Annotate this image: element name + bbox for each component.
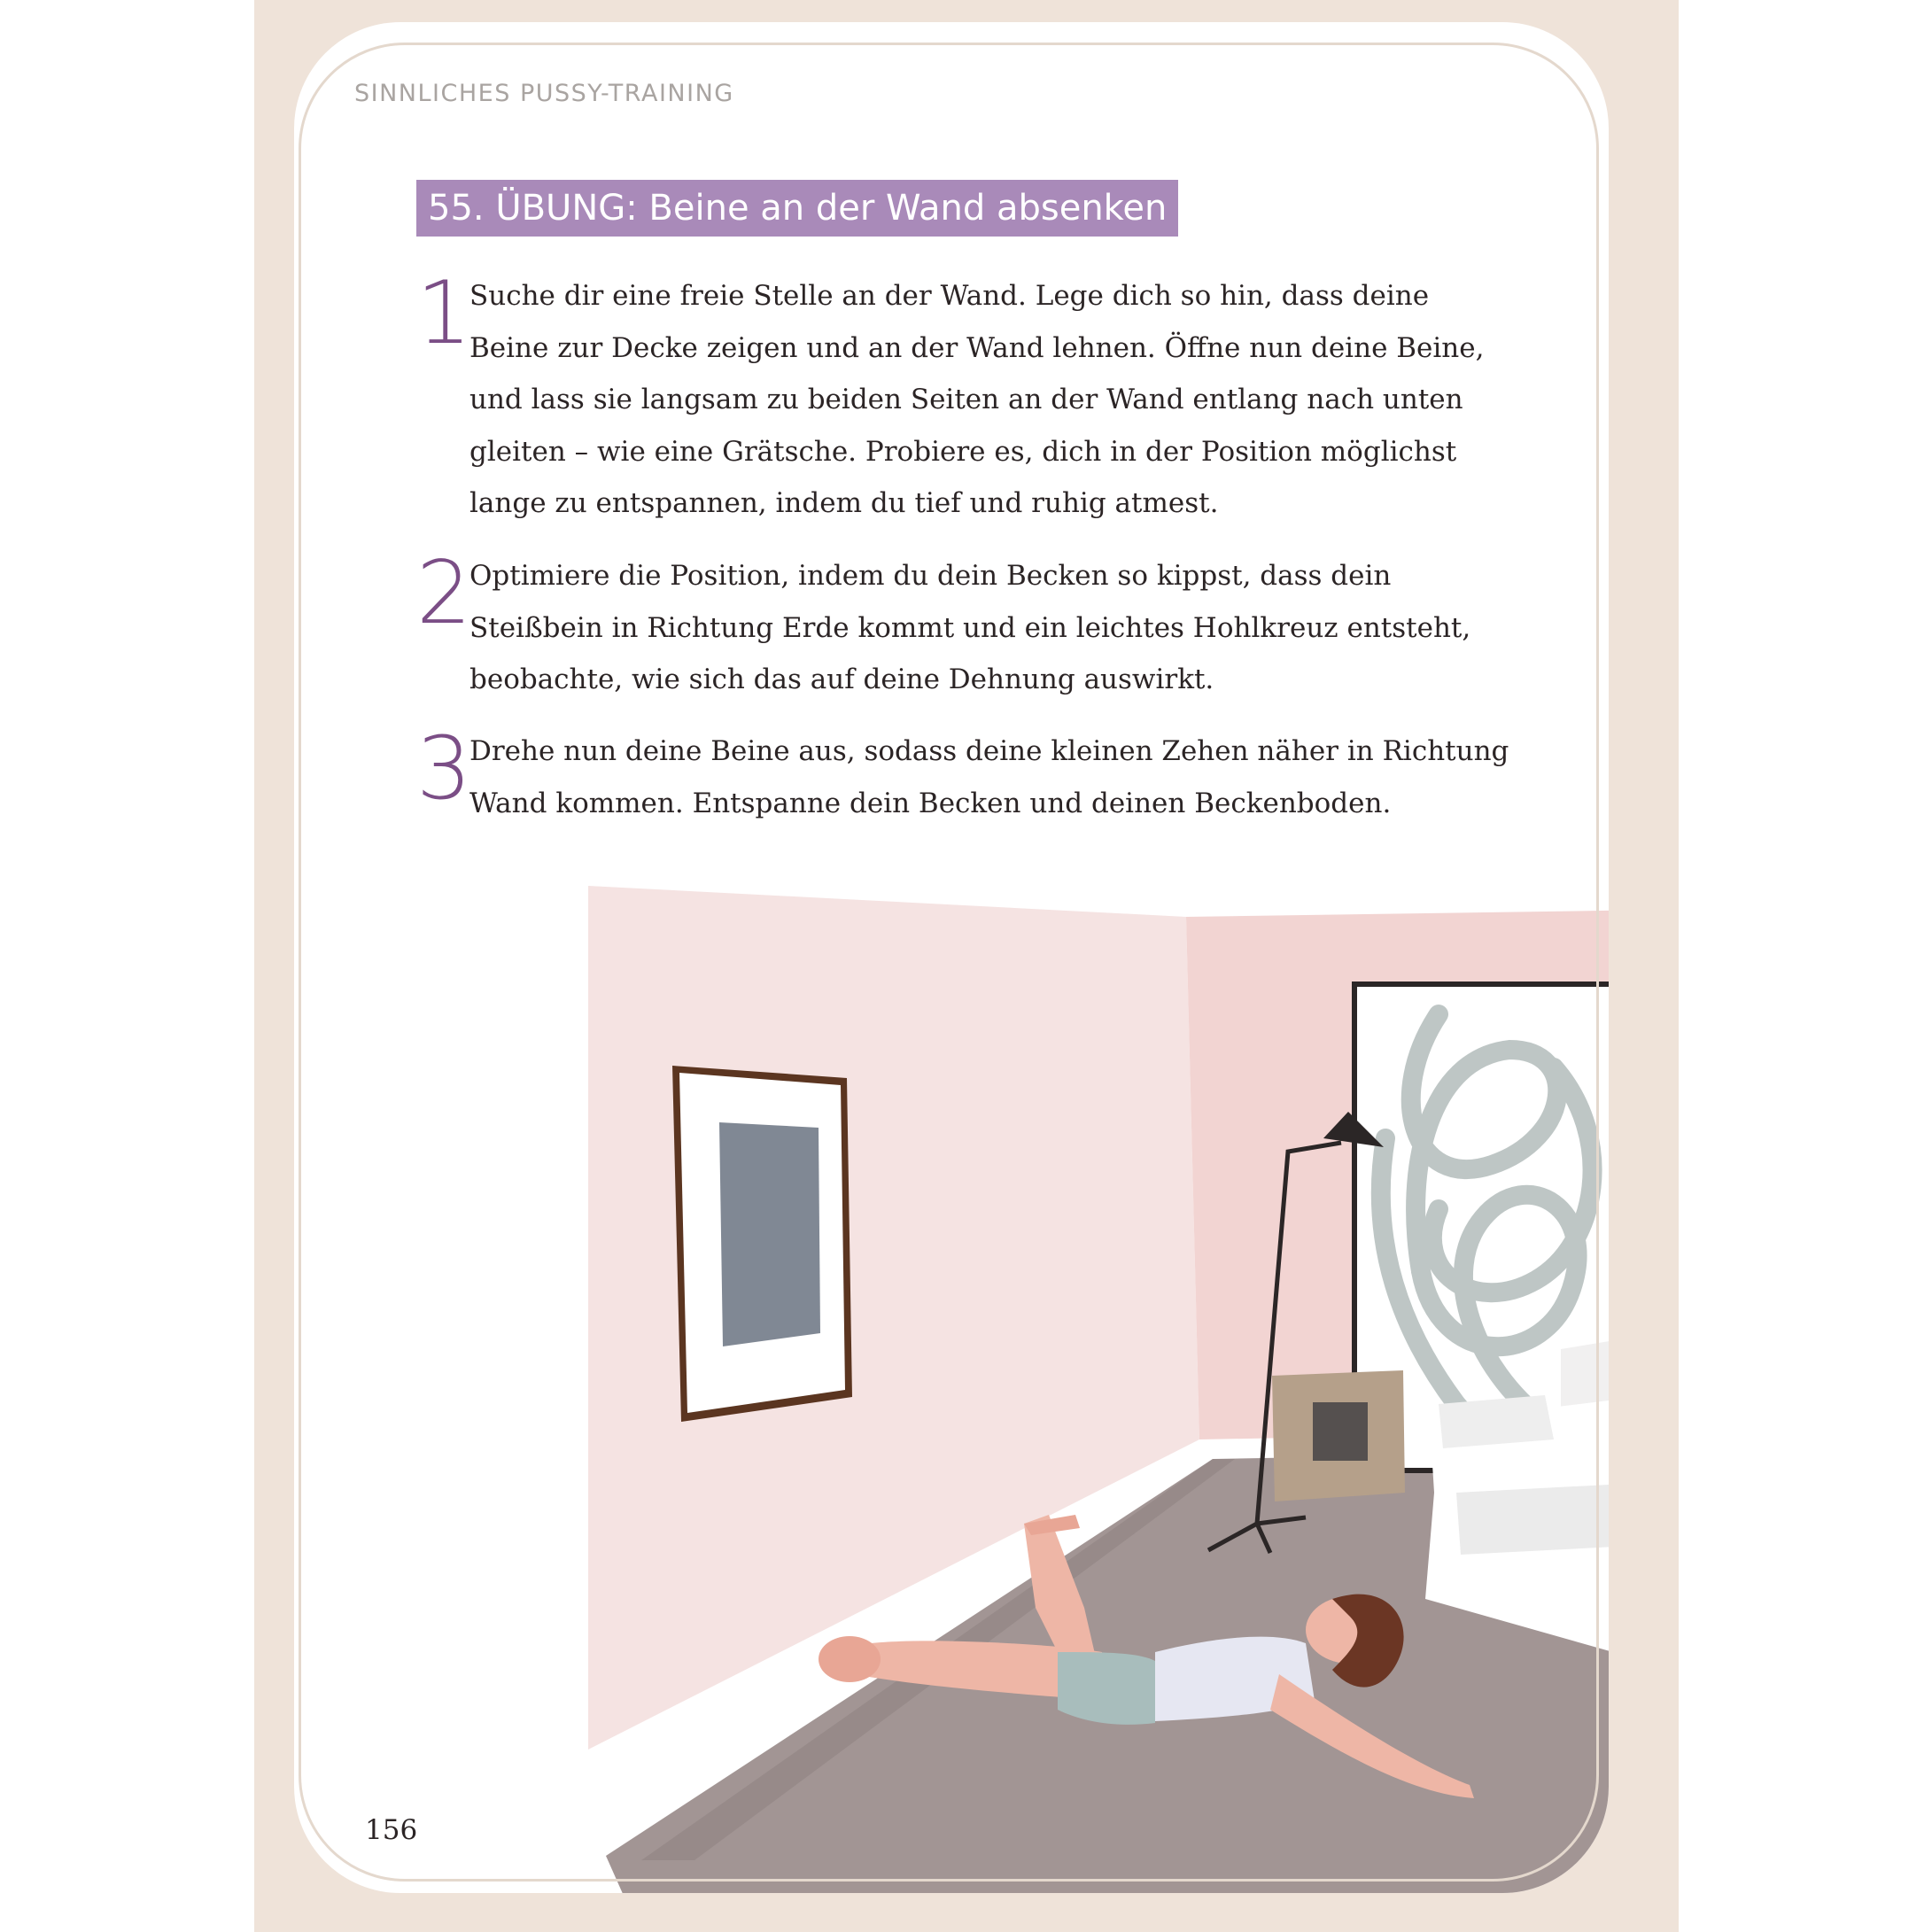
step-text: Optimiere die Position, indem du dein Becken so kippst, dass dein Steißbein in Richtung Erde kommt und ein leichtes Hohlkreuz entsteht, beobachte, wie sich das auf deine Dehnung auswirkt.	[469, 560, 1471, 695]
step-number: 3	[416, 718, 472, 819]
step-text: Suche dir eine freie Stelle an der Wand. Lege dich so hin, dass deine Beine zur Decke zeigen und an der Wand lehnen. Öffne nun deine Beine, und lass sie langsam zu beiden Seiten an der Wand entlang nach unten gleiten – wie eine Grätsche. Probiere es, dich in der Position möglichst lange zu entspannen, indem du tief und ruhig atmest.	[469, 280, 1485, 519]
room-illustration	[588, 873, 1609, 1893]
step-number: 1	[416, 263, 472, 364]
small-framed-picture	[1272, 1370, 1405, 1501]
picture-frame	[672, 1066, 852, 1422]
running-head: SINNLICHES PUSSY-TRAINING	[354, 80, 734, 107]
page-number: 156	[365, 1814, 418, 1846]
exercise-title: 55. ÜBUNG: Beine an der Wand absenken	[416, 180, 1178, 237]
step-number: 2	[416, 543, 472, 644]
step-text: Drehe nun deine Beine aus, sodass deine kleinen Zehen näher in Richtung Wand kommen. Entspanne dein Becken und deinen Beckenboden.	[469, 735, 1509, 819]
